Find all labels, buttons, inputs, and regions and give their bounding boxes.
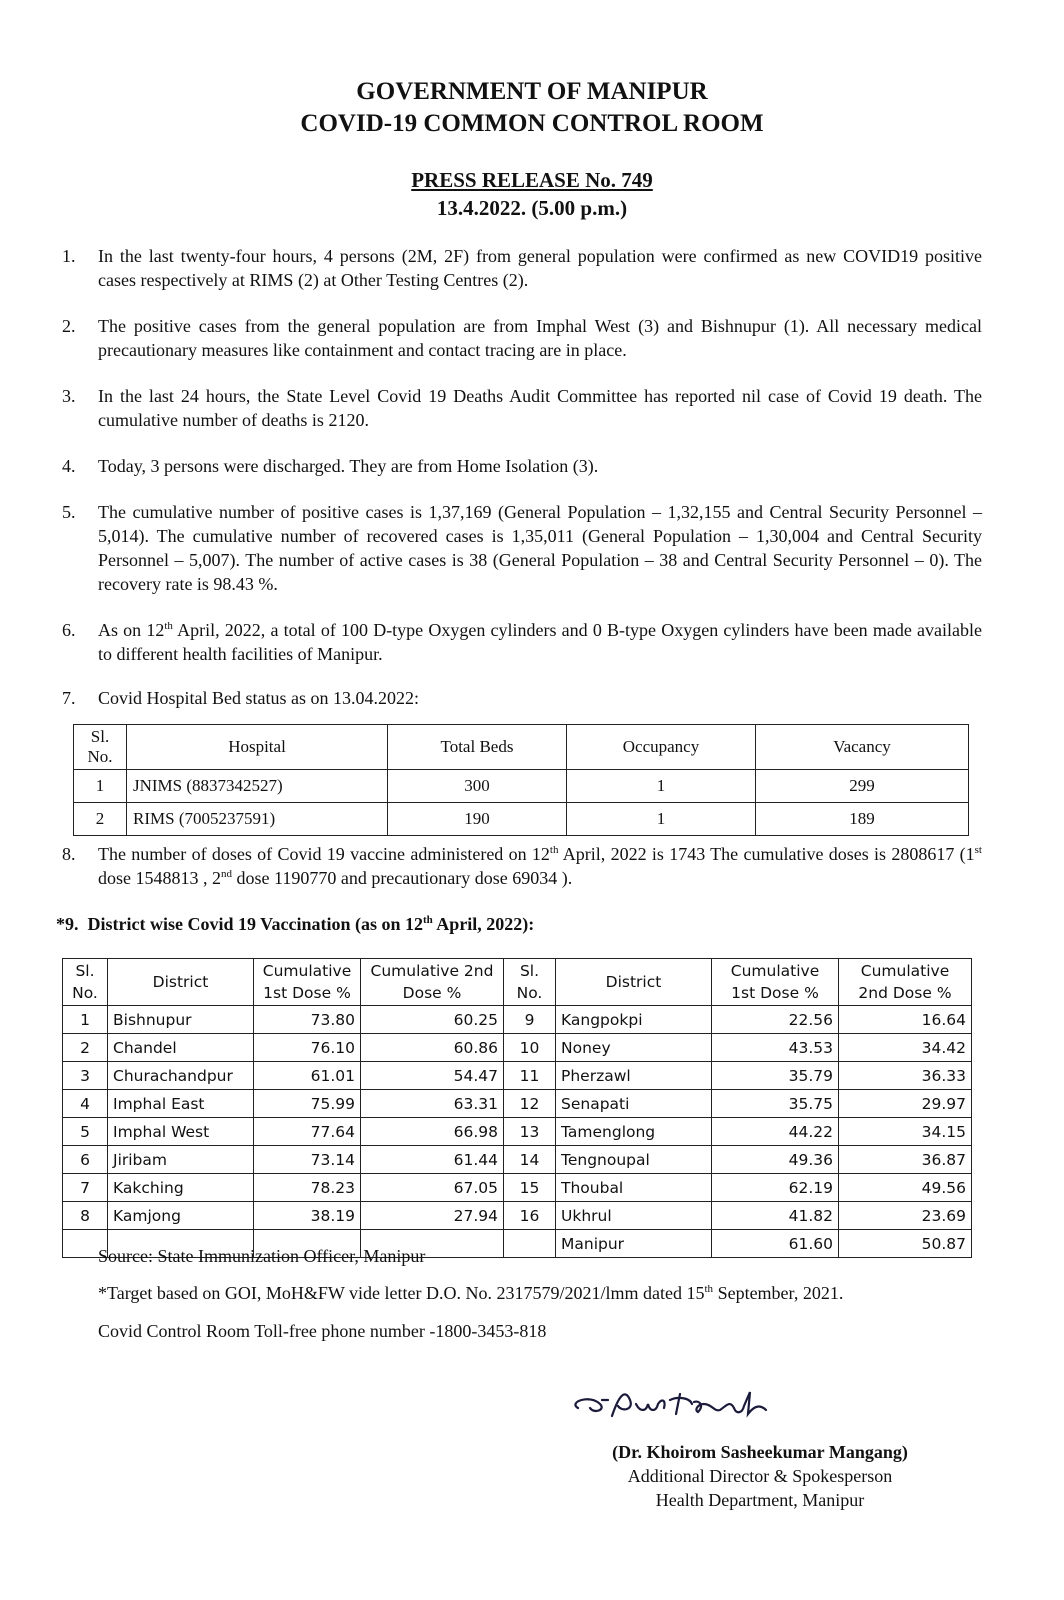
cell-occupancy: 1 (567, 803, 756, 836)
cell-cum-1st: 73.14 (254, 1146, 361, 1174)
cell-slno: 4 (63, 1090, 108, 1118)
cell-cum-1st: 41.82 (712, 1202, 839, 1230)
cell-cum-2nd: 60.86 (361, 1034, 504, 1062)
item-number: 1. (62, 246, 76, 266)
table-row (63, 1034, 972, 1062)
signature-image (560, 1380, 800, 1428)
item-text: Covid Hospital Bed status as on 13.04.2022: (98, 688, 419, 708)
cell-slno: 15 (504, 1174, 556, 1202)
press-release-date: 13.4.2022. (5.00 p.m.) (436, 196, 628, 220)
cell-cum-2nd: 36.33 (839, 1062, 972, 1090)
item-text: Today, 3 persons were discharged. They are from Home Isolation (3). (98, 456, 599, 476)
table-row (74, 770, 969, 803)
list-item (62, 842, 982, 890)
signatory-block (520, 1440, 1000, 1512)
table-row (63, 1202, 972, 1230)
cell-cum-2nd: 61.44 (361, 1146, 504, 1174)
cell-district: Manipur (556, 1230, 712, 1258)
cell-cum-1st: 78.23 (254, 1174, 361, 1202)
cell-cum-1st: 43.53 (712, 1034, 839, 1062)
signatory-name: (Dr. Khoirom Sasheekumar Mangang) (612, 1442, 908, 1462)
cell-cum-1st: 35.79 (712, 1062, 839, 1090)
cell-cum-2nd: 34.42 (839, 1034, 972, 1062)
col-header-slno: Sl. No. (74, 725, 127, 770)
cell-hospital: JNIMS (8837342527) (127, 770, 388, 803)
list-item (62, 454, 982, 478)
press-release-heading (0, 166, 1064, 222)
cell-cum-1st: 38.19 (254, 1202, 361, 1230)
cell-slno: 14 (504, 1146, 556, 1174)
col-header-district-2: District (556, 959, 712, 1006)
cell-total-beds: 190 (388, 803, 567, 836)
cell-cum-2nd: 49.56 (839, 1174, 972, 1202)
cell-slno: 13 (504, 1118, 556, 1146)
table-row (63, 1006, 972, 1034)
cell-slno: 5 (63, 1118, 108, 1146)
table-row (63, 1090, 972, 1118)
list-item (62, 500, 982, 596)
cell-slno: 16 (504, 1202, 556, 1230)
cell-district: Bishnupur (108, 1006, 254, 1034)
item-number: 2. (62, 316, 76, 336)
item-text: As on 12th April, 2022, a total of 100 D-type Oxygen cylinders and 0 B-type Oxygen cylinders have been made available to different health facilities of Manipur. (98, 620, 982, 664)
table-header-row (63, 959, 972, 1006)
header-line-1: GOVERNMENT OF MANIPUR (356, 78, 708, 105)
cell-cum-2nd: 50.87 (839, 1230, 972, 1258)
cell-slno: 1 (63, 1006, 108, 1034)
col-header-cum-2nd-2: Cumulative 2nd Dose % (839, 959, 972, 1006)
document-header (0, 76, 1064, 140)
source-note: Source: State Immunization Officer, Manipur (98, 1246, 426, 1266)
item-number: 6. (62, 620, 76, 640)
press-release-title: PRESS RELEASE No. 749 (411, 168, 653, 192)
cell-cum-1st: 73.80 (254, 1006, 361, 1034)
cell-cum-2nd: 63.31 (361, 1090, 504, 1118)
item-text: The number of doses of Covid 19 vaccine administered on 12th April, 2022 is 1743 The cumulative doses is 2808617 (1st dose 1548813 , 2nd dose 1190770 and precautionary dose 69034 ). (98, 844, 982, 888)
col-header-vacancy: Vacancy (756, 725, 969, 770)
cell-slno: 11 (504, 1062, 556, 1090)
cell-cum-2nd: 36.87 (839, 1146, 972, 1174)
cell-vacancy: 299 (756, 770, 969, 803)
cell-district: Jiribam (108, 1146, 254, 1174)
col-header-occupancy: Occupancy (567, 725, 756, 770)
item-text: The positive cases from the general population are from Imphal West (3) and Bishnupur (1). All necessary medical precautionary measures like containment and contact tracing are in place. (98, 316, 982, 360)
cell-cum-2nd: 66.98 (361, 1118, 504, 1146)
cell-cum-2nd: 23.69 (839, 1202, 972, 1230)
list-item (62, 686, 982, 710)
cell-total-beds: 300 (388, 770, 567, 803)
table-row (63, 1174, 972, 1202)
item-text: In the last twenty-four hours, 4 persons (2M, 2F) from general population were confirmed as new COVID19 positive cases respectively at RIMS (2) at Other Testing Centres (2). (98, 246, 982, 290)
item-text: The cumulative number of positive cases is 1,37,169 (General Population – 1,32,155 and Central Security Personnel – 5,014). The cumulative number of recovered cases is 1,35,011 (General Population – 1,30,004 and Central Security Personnel – 5,007). The number of active cases is 38 (General Population – 38 and Central Security Personnel – 0). The recovery rate is 98.43 %. (98, 502, 982, 594)
tollfree-note: Covid Control Room Toll-free phone number -1800-3453-818 (98, 1321, 547, 1341)
cell-district: Ukhrul (556, 1202, 712, 1230)
col-header-cum-1st: Cumulative 1st Dose % (254, 959, 361, 1006)
target-note: *Target based on GOI, MoH&FW vide letter D.O. No. 2317579/2021/lmm dated 15th September, 2021. (98, 1283, 844, 1303)
cell-district: Imphal West (108, 1118, 254, 1146)
col-header-district: District (108, 959, 254, 1006)
cell-cum-1st: 35.75 (712, 1090, 839, 1118)
numbered-items (62, 244, 982, 710)
cell-district: Thoubal (556, 1174, 712, 1202)
cell-cum-2nd: 67.05 (361, 1174, 504, 1202)
cell-cum-2nd: 27.94 (361, 1202, 504, 1230)
cell-cum-1st: 44.22 (712, 1118, 839, 1146)
item-number: 7. (62, 688, 76, 708)
col-header-cum-2nd: Cumulative 2nd Dose % (361, 959, 504, 1006)
item-number: 4. (62, 456, 76, 476)
list-item (62, 384, 982, 432)
cell-district: Pherzawl (556, 1062, 712, 1090)
vaccination-table (62, 958, 972, 1258)
cell-cum-2nd: 16.64 (839, 1006, 972, 1034)
cell-slno: 7 (63, 1174, 108, 1202)
cell-district: Chandel (108, 1034, 254, 1062)
item-number: 3. (62, 386, 76, 406)
col-header-cum-1st-2: Cumulative 1st Dose % (712, 959, 839, 1006)
cell-cum-1st: 49.36 (712, 1146, 839, 1174)
col-header-hospital: Hospital (127, 725, 388, 770)
col-header-total-beds: Total Beds (388, 725, 567, 770)
cell-slno: 1 (74, 770, 127, 803)
vaccination-heading: *9. District wise Covid 19 Vaccination (as on 12th April, 2022): (56, 914, 535, 934)
list-item (62, 618, 982, 666)
item-text: In the last 24 hours, the State Level Covid 19 Deaths Audit Committee has reported nil case of Covid 19 death. The cumulative number of deaths is 2120. (98, 386, 982, 430)
cell-cum-1st: 22.56 (712, 1006, 839, 1034)
cell-district: Kamjong (108, 1202, 254, 1230)
list-item (62, 244, 982, 292)
cell-cum-2nd: 54.47 (361, 1062, 504, 1090)
cell-cum-2nd: 60.25 (361, 1006, 504, 1034)
cell-district: Kangpokpi (556, 1006, 712, 1034)
cell-slno (504, 1230, 556, 1258)
cell-district: Kakching (108, 1174, 254, 1202)
cell-slno: 10 (504, 1034, 556, 1062)
cell-slno: 3 (63, 1062, 108, 1090)
signatory-designation: Additional Director & Spokesperson (627, 1466, 893, 1486)
cell-slno: 12 (504, 1090, 556, 1118)
table-row (74, 803, 969, 836)
cell-hospital: RIMS (7005237591) (127, 803, 388, 836)
cell-cum-1st: 75.99 (254, 1090, 361, 1118)
item-number: 5. (62, 502, 76, 522)
col-header-slno-2: Sl. No. (504, 959, 556, 1006)
cell-cum-1st: 77.64 (254, 1118, 361, 1146)
table-row (63, 1118, 972, 1146)
cell-slno: 9 (504, 1006, 556, 1034)
cell-district: Senapati (556, 1090, 712, 1118)
col-header-slno: Sl. No. (63, 959, 108, 1006)
cell-district: Imphal East (108, 1090, 254, 1118)
cell-cum-1st: 62.19 (712, 1174, 839, 1202)
table-row (63, 1062, 972, 1090)
cell-cum-1st: 76.10 (254, 1034, 361, 1062)
cell-slno: 2 (63, 1034, 108, 1062)
cell-district: Noney (556, 1034, 712, 1062)
cell-cum-2nd: 29.97 (839, 1090, 972, 1118)
list-item (62, 314, 982, 362)
table-row (63, 1146, 972, 1174)
cell-occupancy: 1 (567, 770, 756, 803)
cell-slno: 2 (74, 803, 127, 836)
cell-slno: 6 (63, 1146, 108, 1174)
bed-status-table (73, 724, 969, 836)
cell-district: Churachandpur (108, 1062, 254, 1090)
cell-cum-1st: 61.60 (712, 1230, 839, 1258)
signatory-department: Health Department, Manipur (655, 1490, 865, 1510)
cell-district: Tengnoupal (556, 1146, 712, 1174)
cell-cum-2nd: 34.15 (839, 1118, 972, 1146)
header-line-2: COVID-19 COMMON CONTROL ROOM (300, 110, 764, 137)
table-header-row (74, 725, 969, 770)
cell-cum-1st: 61.01 (254, 1062, 361, 1090)
cell-vacancy: 189 (756, 803, 969, 836)
cell-slno: 8 (63, 1202, 108, 1230)
cell-district: Tamenglong (556, 1118, 712, 1146)
item-number: 8. (62, 844, 76, 864)
